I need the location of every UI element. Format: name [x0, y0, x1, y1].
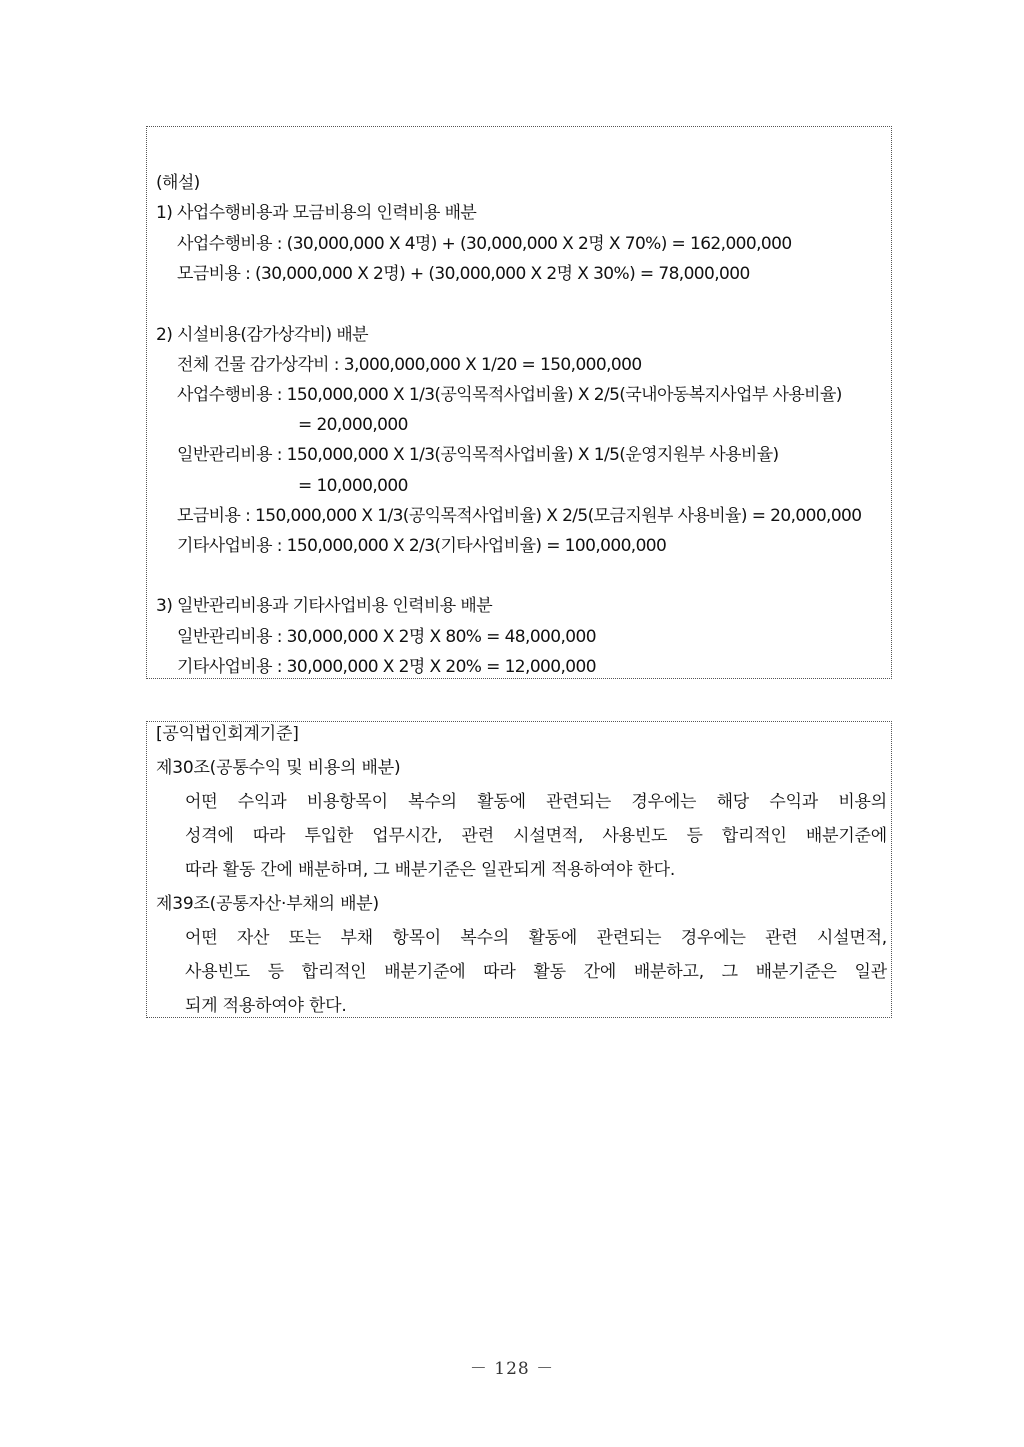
article-30-line-1: 어떤 수익과 비용항목이 복수의 활동에 관련되는 경우에는 해당 수익과 비용의: [185, 792, 887, 812]
section-2-line-3: = 20,000,000: [298, 415, 408, 435]
article-39-title: 제39조(공통자산·부채의 배분): [156, 894, 379, 914]
article-39-line-3: 되게 적용하여야 한다.: [185, 996, 347, 1016]
article-30-title: 제30조(공통수익 및 비용의 배분): [156, 758, 401, 778]
explanation-heading: (해설): [156, 173, 200, 193]
article-39-line-2: 사용빈도 등 합리적인 배분기준에 따라 활동 간에 배분하고, 그 배분기준은 일관: [185, 962, 887, 982]
section-3-line-1: 일반관리비용 : 30,000,000 X 2명 X 80% = 48,000,000: [177, 627, 596, 647]
article-39-line-1: 어떤 자산 또는 부채 항목이 복수의 활동에 관련되는 경우에는 관련 시설면적,: [185, 928, 887, 948]
page-number: － 128 －: [469, 1359, 555, 1379]
section-2-title: 2) 시설비용(감가상각비) 배분: [156, 325, 368, 345]
section-2-line-7: 기타사업비용 : 150,000,000 X 2/3(기타사업비율) = 100,000,000: [177, 536, 667, 556]
section-2-line-2: 사업수행비용 : 150,000,000 X 1/3(공익목적사업비율) X 2/5(국내아동복지사업부 사용비율): [177, 385, 842, 405]
section-3-title: 3) 일반관리비용과 기타사업비용 인력비용 배분: [156, 596, 493, 616]
section-2-line-1: 전체 건물 감가상각비 : 3,000,000,000 X 1/20 = 150,000,000: [177, 355, 642, 375]
article-30-line-3: 따라 활동 간에 배분하며, 그 배분기준은 일관되게 적용하여야 한다.: [185, 860, 676, 880]
section-2-line-5: = 10,000,000: [298, 476, 408, 496]
article-30-line-2: 성격에 따라 투입한 업무시간, 관련 시설면적, 사용빈도 등 합리적인 배분기준에: [185, 826, 887, 846]
section-1-line-1: 사업수행비용 : (30,000,000 X 4명) + (30,000,000 X 2명 X 70%) = 162,000,000: [177, 234, 792, 254]
section-2-line-6: 모금비용 : 150,000,000 X 1/3(공익목적사업비율) X 2/5(모금지원부 사용비율) = 20,000,000: [177, 506, 862, 526]
section-1-title: 1) 사업수행비용과 모금비용의 인력비용 배분: [156, 203, 477, 223]
standard-heading: [공익법인회계기준]: [156, 724, 299, 744]
section-3-line-2: 기타사업비용 : 30,000,000 X 2명 X 20% = 12,000,000: [177, 657, 596, 677]
section-1-line-2: 모금비용 : (30,000,000 X 2명) + (30,000,000 X 2명 X 30%) = 78,000,000: [177, 264, 750, 284]
section-2-line-4: 일반관리비용 : 150,000,000 X 1/3(공익목적사업비율) X 1/5(운영지원부 사용비율): [177, 445, 779, 465]
